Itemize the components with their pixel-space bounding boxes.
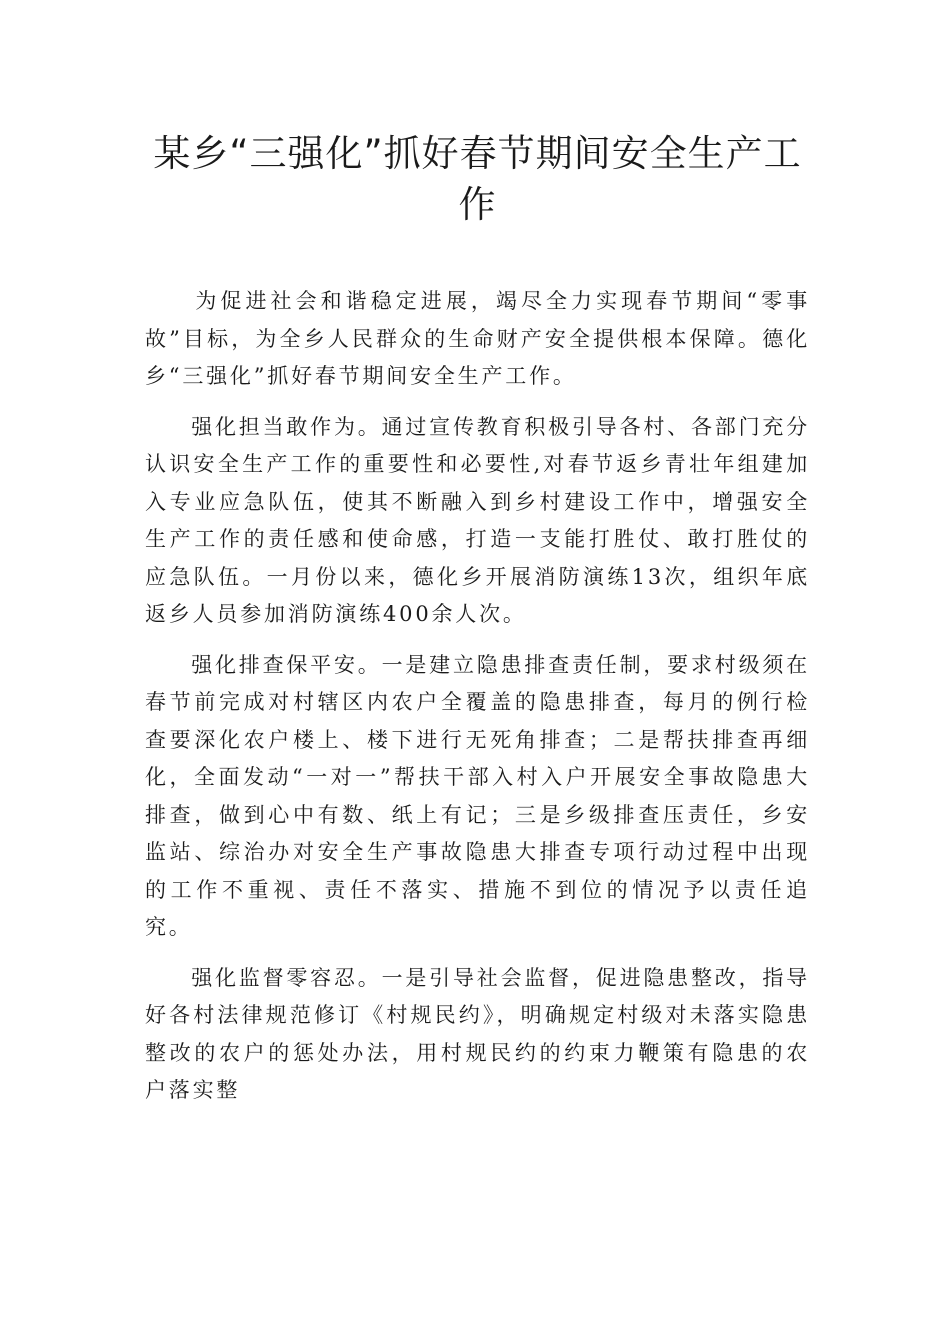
paragraph-responsibility: 强化担当敢作为。通过宣传教育积极引导各村、各部门充分认识安全生产工作的重要性和必要性,对春节返乡青壮年组建加入专业应急队伍，使其不断融入到乡村建设工作中，增强安全生产工作的责任感和使命感，打造一支能打胜仗、敢打胜仗的应急队伍。一月份以来，德化乡开展消防演练13次，组织年底返乡人员参加消防演练400余人次。	[145, 414, 810, 626]
document-title: 某乡“三强化”抓好春节期间安全生产工作	[153, 132, 802, 226]
paragraph-intro: 为促进社会和谐稳定进展，竭尽全力实现春节期间“零事故”目标，为全乡人民群众的生命财产安全提供根本保障。德化乡“三强化”抓好春节期间安全生产工作。	[145, 289, 810, 388]
paragraph-inspection: 强化排查保平安。一是建立隐患排查责任制，要求村级须在春节前完成对村辖区内农户全覆盖的隐患排查，每月的例行检查要深化农户楼上、楼下进行无死角排查；二是帮扶排查再细化，全面发动“一对一”帮扶干部入村入户开展安全事故隐患大排查，做到心中有数、纸上有记；三是乡级排查压责任，乡安监站、综治办对安全生产事故隐患大排查专项行动过程中出现的工作不重视、责任不落实、措施不到位的情况予以责任追究。	[145, 652, 810, 939]
paragraph-supervision: 强化监督零容忍。一是引导社会监督，促进隐患整改，指导好各村法律规范修订《村规民约》，明确规定村级对未落实隐患整改的农户的惩处办法，用村规民约的约束力鞭策有隐患的农户落实整	[145, 965, 810, 1102]
document-body	[145, 283, 810, 1123]
